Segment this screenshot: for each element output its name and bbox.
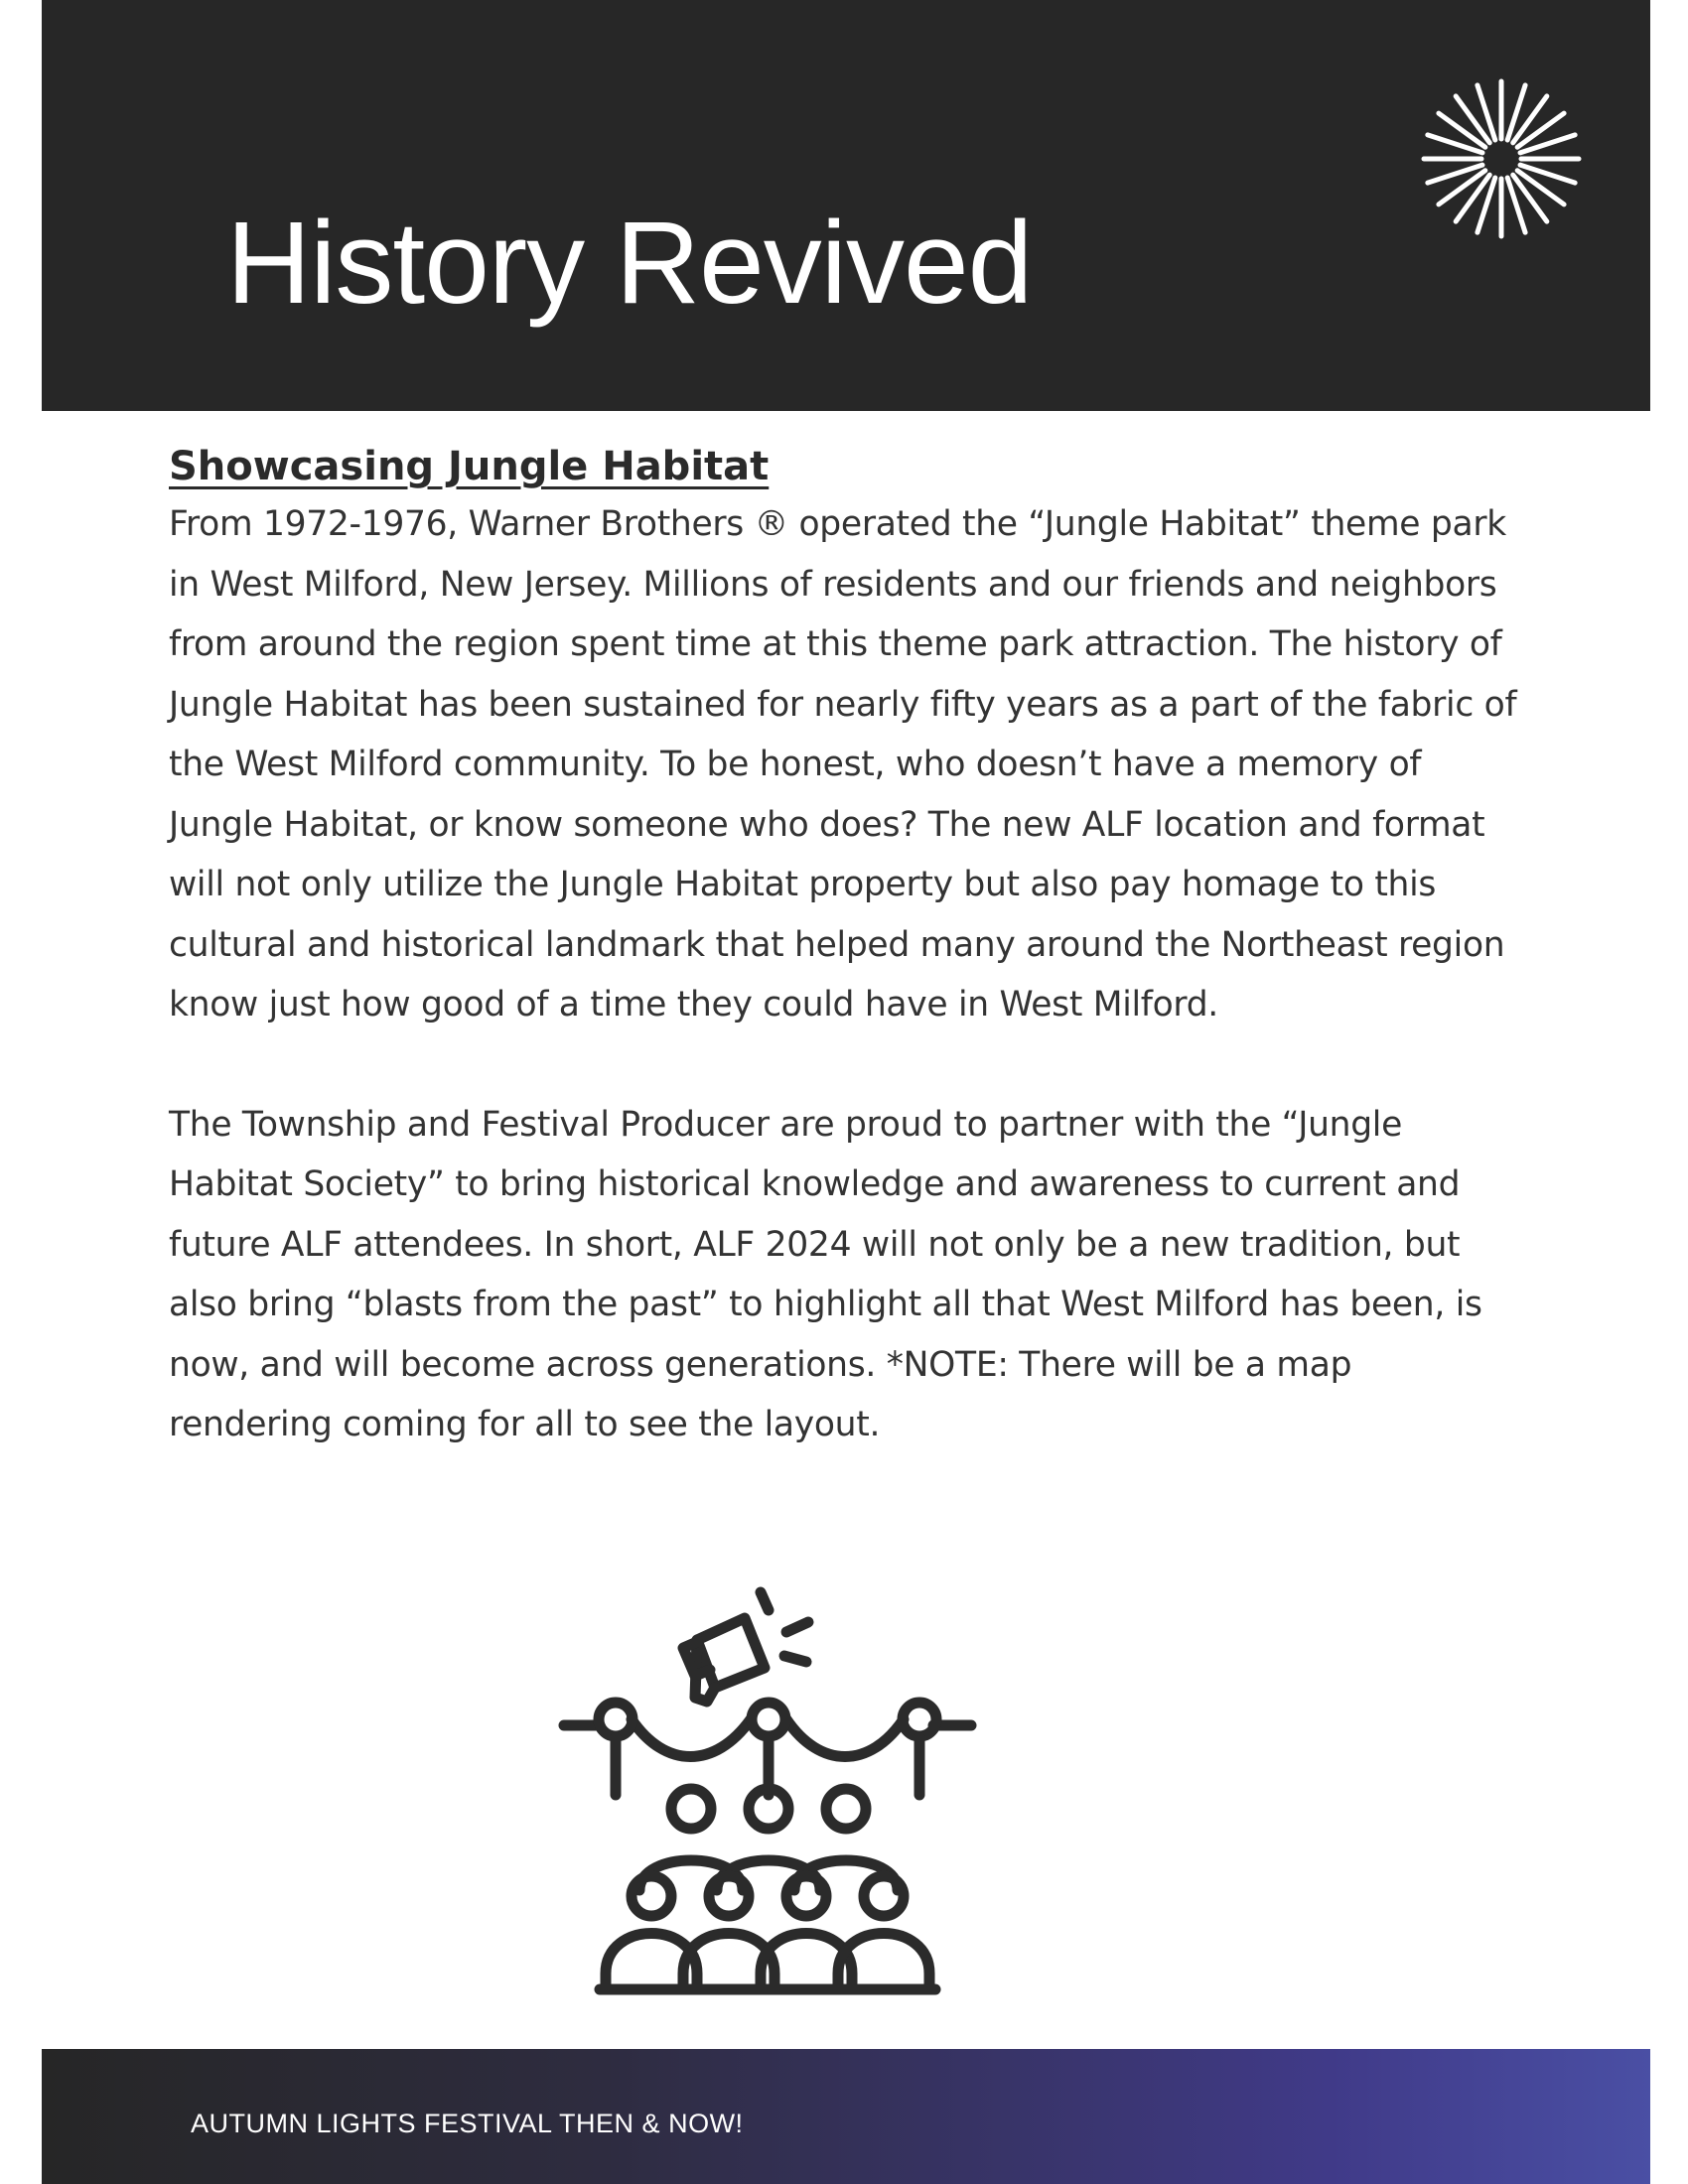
back-row-people-icon <box>639 1789 898 1890</box>
body-paragraph-1: From 1972-1976, Warner Brothers ® operated the “Jungle Habitat” theme park in West Milford, New Jersey. Millions of residents and our friends and neighbors from around the region spent time at this theme park attraction. The history of Jungle Habitat has been sustained for nearly fifty years as a part of the fabric of the West Milford community. To be honest, who doesn’t have a memory of Jungle Habitat, or know someone who does? The new ALF location and format will not only utilize the Jungle Habitat property but also pay homage to this cultural and historical landmark that helped many around the Northeast region know just how good of a time they could have in West Milford. <box>169 504 1517 1024</box>
content-section <box>169 439 1519 1455</box>
crowd-megaphone-icon <box>556 1570 993 2017</box>
starburst-icon <box>1418 75 1585 242</box>
section-heading: Showcasing Jungle Habitat <box>169 444 770 489</box>
header-banner <box>42 0 1650 411</box>
rope-barrier-icon <box>564 1703 971 1795</box>
megaphone-icon <box>683 1592 808 1702</box>
page-title: History Revived <box>226 198 1033 329</box>
footer-banner <box>42 2049 1650 2184</box>
body-paragraph-2: The Township and Festival Producer are proud to partner with the “Jungle Habitat Society” to bring historical knowledge and awareness to current and future ALF attendees. In short, ALF 2024 will not only be a new tradition, but also bring “blasts from the past” to highlight all that West Milford has been, is now, and will become across generations. *NOTE: There will be a map rendering coming for all to see the layout. <box>169 1104 1482 1444</box>
footer-text: AUTUMN LIGHTS FESTIVAL THEN & NOW! <box>191 2109 744 2138</box>
front-row-people-icon <box>600 1876 935 1989</box>
